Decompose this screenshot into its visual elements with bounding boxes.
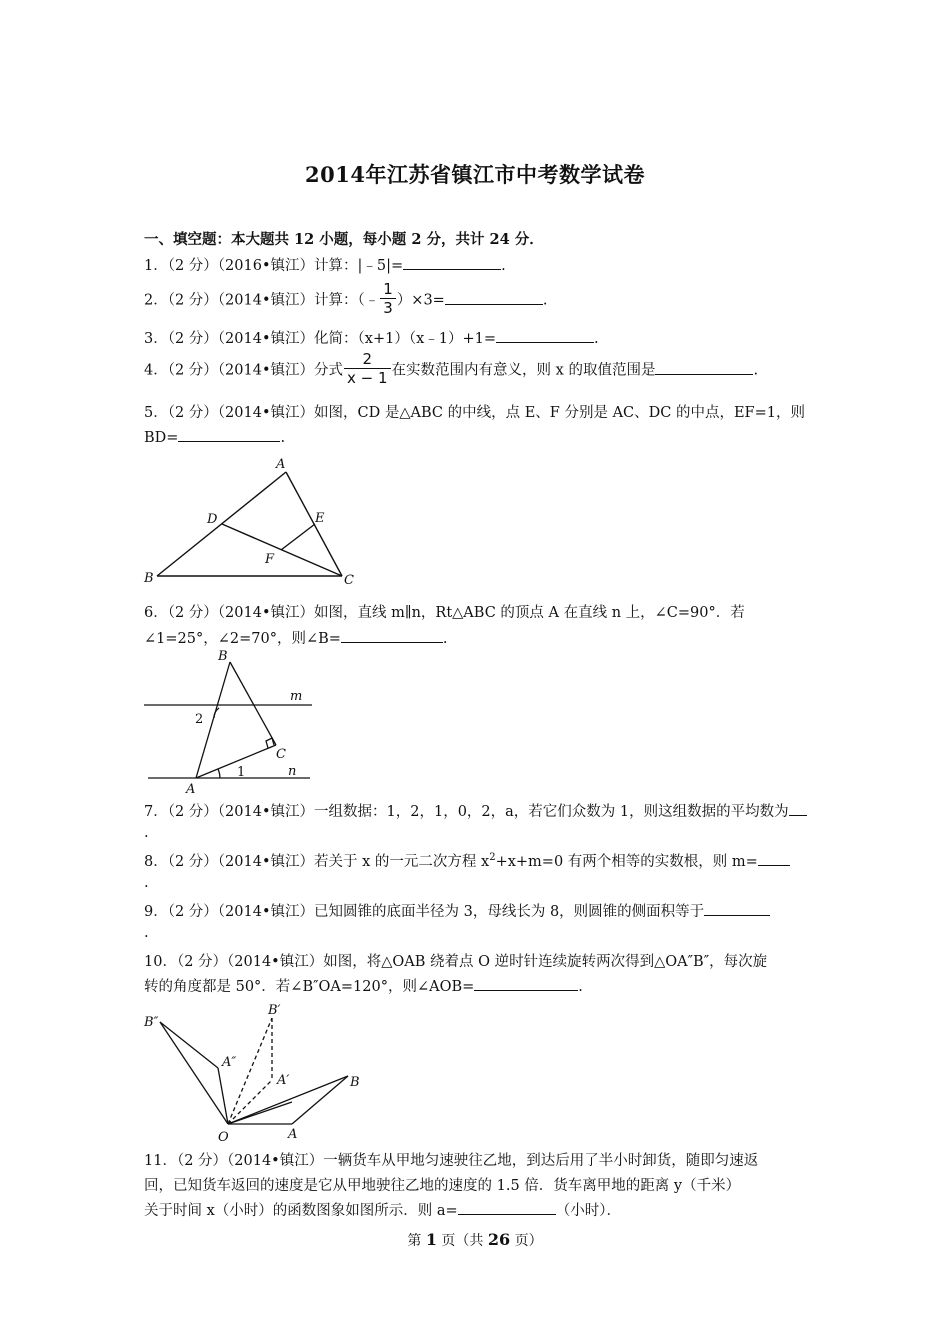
label-1: 1 <box>237 765 246 780</box>
period: . <box>594 331 599 347</box>
segment-Aprime-line <box>292 1076 348 1102</box>
q4-denominator: x − 1 <box>347 369 388 387</box>
label-A-prime: A′ <box>277 1073 290 1088</box>
label-A: A <box>276 457 286 472</box>
answer-blank <box>789 801 807 816</box>
angle-1-arc <box>218 769 220 778</box>
q8-text-end: +x+m=0 有两个相等的实数根，则 m= <box>495 854 758 870</box>
period: . <box>501 258 506 274</box>
q2-denominator: 3 <box>383 299 393 317</box>
question-9-line1 <box>144 900 770 921</box>
label-B: B <box>350 1075 360 1090</box>
q4-fraction <box>344 350 391 387</box>
q5-text: BD= <box>144 430 179 446</box>
q1-text: 1．（2 分）（2016•镇江）计算：|﹣5|= <box>144 258 404 274</box>
label-A: A <box>186 782 196 797</box>
question-6-line2 <box>144 627 448 648</box>
label-A: A <box>288 1127 298 1142</box>
segment-OB1 <box>228 1018 272 1124</box>
answer-blank <box>458 1200 556 1215</box>
segment-EF <box>281 524 315 550</box>
page-footer <box>0 1230 950 1250</box>
answer-blank <box>445 290 543 305</box>
question-1 <box>144 254 506 275</box>
period: . <box>280 430 286 446</box>
segment-OB2 <box>160 1022 228 1124</box>
q11-text: 关于时间 x（小时）的函数图象如图所示．则 a= <box>144 1203 458 1219</box>
q2-text-end: ）×3= <box>396 292 445 309</box>
segment-BC <box>230 662 276 745</box>
q4-text-end: 在实数范围内有意义，则 x 的取值范围是 <box>391 362 656 379</box>
question-5-line2 <box>144 427 285 446</box>
footer-middle: 页（共 <box>436 1233 488 1249</box>
answer-blank <box>758 851 790 866</box>
q8-text: 8．（2 分）（2014•镇江）若关于 x 的一元二次方程 x <box>144 854 490 870</box>
figure-q5-triangle <box>140 452 370 592</box>
q2-fraction <box>380 280 396 317</box>
total-pages: 26 <box>487 1230 511 1249</box>
label-C: C <box>344 573 354 588</box>
label-B-prime: B′ <box>268 1003 281 1018</box>
label-m: m <box>290 689 303 704</box>
question-11-line2: 回，已知货车返回的速度是它从甲地驶往乙地的速度的 1.5 倍．货车离甲地的距离 y（千米） <box>144 1178 741 1194</box>
q3-text: 3．（2 分）（2014•镇江）化简：（x+1）（x﹣1）+1= <box>144 331 496 347</box>
period: . <box>753 362 759 379</box>
segment-OA1 <box>228 1080 272 1124</box>
segment-OA-prime-to-B <box>228 1102 292 1124</box>
footer-suffix: 页） <box>510 1233 543 1249</box>
period: . <box>442 631 448 647</box>
label-C: C <box>276 747 286 762</box>
answer-blank <box>403 255 501 270</box>
question-2 <box>144 282 547 319</box>
question-9-line2: . <box>144 925 149 941</box>
label-B-double-prime: B″ <box>144 1015 159 1030</box>
question-11-line3 <box>144 1199 621 1220</box>
question-8-line2: . <box>144 875 149 891</box>
q7-text: 7．（2 分）（2014•镇江）一组数据：1，2，1，0，2，a，若它们众数为 1，则这组数据的平均数为 <box>144 804 789 820</box>
answer-blank <box>474 976 578 991</box>
q6-text: ∠1=25°，∠2=70°，则∠B= <box>144 631 341 647</box>
segment-B2A2 <box>160 1022 218 1068</box>
label-B: B <box>144 571 154 586</box>
q11-text-end: （小时）． <box>555 1203 621 1219</box>
question-3 <box>144 327 599 348</box>
q2-numerator: 1 <box>380 280 396 299</box>
question-7-line1 <box>144 800 807 821</box>
label-2: 2 <box>195 712 204 727</box>
answer-blank <box>496 328 594 343</box>
q4-numerator: 2 <box>344 350 391 369</box>
answer-blank <box>704 901 770 916</box>
label-D: D <box>207 512 218 527</box>
question-4 <box>144 352 758 389</box>
q10-text: 转的角度都是 50°．若∠B″OA=120°，则∠AOB= <box>144 979 475 995</box>
answer-blank <box>178 427 280 442</box>
page-title: 2014年江苏省镇江市中考数学试卷 <box>305 162 645 187</box>
period: . <box>578 979 583 995</box>
label-F: F <box>265 552 275 567</box>
question-11-line1: 11．（2 分）（2014•镇江）一辆货车从甲地匀速驶往乙地，到达后用了半小时卸货，随即匀速返 <box>144 1153 759 1169</box>
label-A-double-prime: A″ <box>222 1055 237 1070</box>
segment-AB <box>292 1076 348 1124</box>
question-10-line2 <box>144 975 583 996</box>
footer-prefix: 第 <box>407 1233 426 1249</box>
answer-blank <box>655 360 753 375</box>
segment-AC <box>196 745 276 778</box>
q9-text: 9．（2 分）（2014•镇江）已知圆锥的底面半径为 3，母线长为 8，则圆锥的侧面积等于 <box>144 904 705 920</box>
label-B: B <box>218 649 228 664</box>
figure-q6-parallel-lines <box>140 648 320 798</box>
figure-q10-rotation <box>140 998 370 1148</box>
question-6-line1: 6．（2 分）（2014•镇江）如图，直线 m∥n，Rt△ABC 的顶点 A 在直线 n 上，∠C=90°．若 <box>144 605 745 621</box>
q2-text: 2．（2 分）（2014•镇江）计算：（﹣ <box>144 292 380 309</box>
q8-superscript: 2 <box>489 852 496 864</box>
page-number: 1 <box>425 1230 437 1249</box>
period: . <box>542 292 548 309</box>
answer-blank <box>341 628 443 643</box>
label-E: E <box>315 511 325 526</box>
label-O: O <box>218 1130 229 1145</box>
question-7-line2: . <box>144 825 149 841</box>
question-10-line1: 10．（2 分）（2014•镇江）如图，将△OAB 绕着点 O 逆时针连续旋转两次得到△OA″B″，每次旋 <box>144 954 768 970</box>
q4-text: 4．（2 分）（2014•镇江）分式 <box>144 362 344 379</box>
angle-2-arc <box>214 708 219 718</box>
question-8-line1 <box>144 850 790 871</box>
section-heading: 一、填空题：本大题共 12 小题，每小题 2 分，共计 24 分． <box>144 231 544 248</box>
question-5-line1: 5．（2 分）（2014•镇江）如图，CD 是△ABC 的中线，点 E、F 分别是 AC、DC 的中点，EF=1，则 <box>144 405 805 421</box>
label-n: n <box>288 764 297 779</box>
